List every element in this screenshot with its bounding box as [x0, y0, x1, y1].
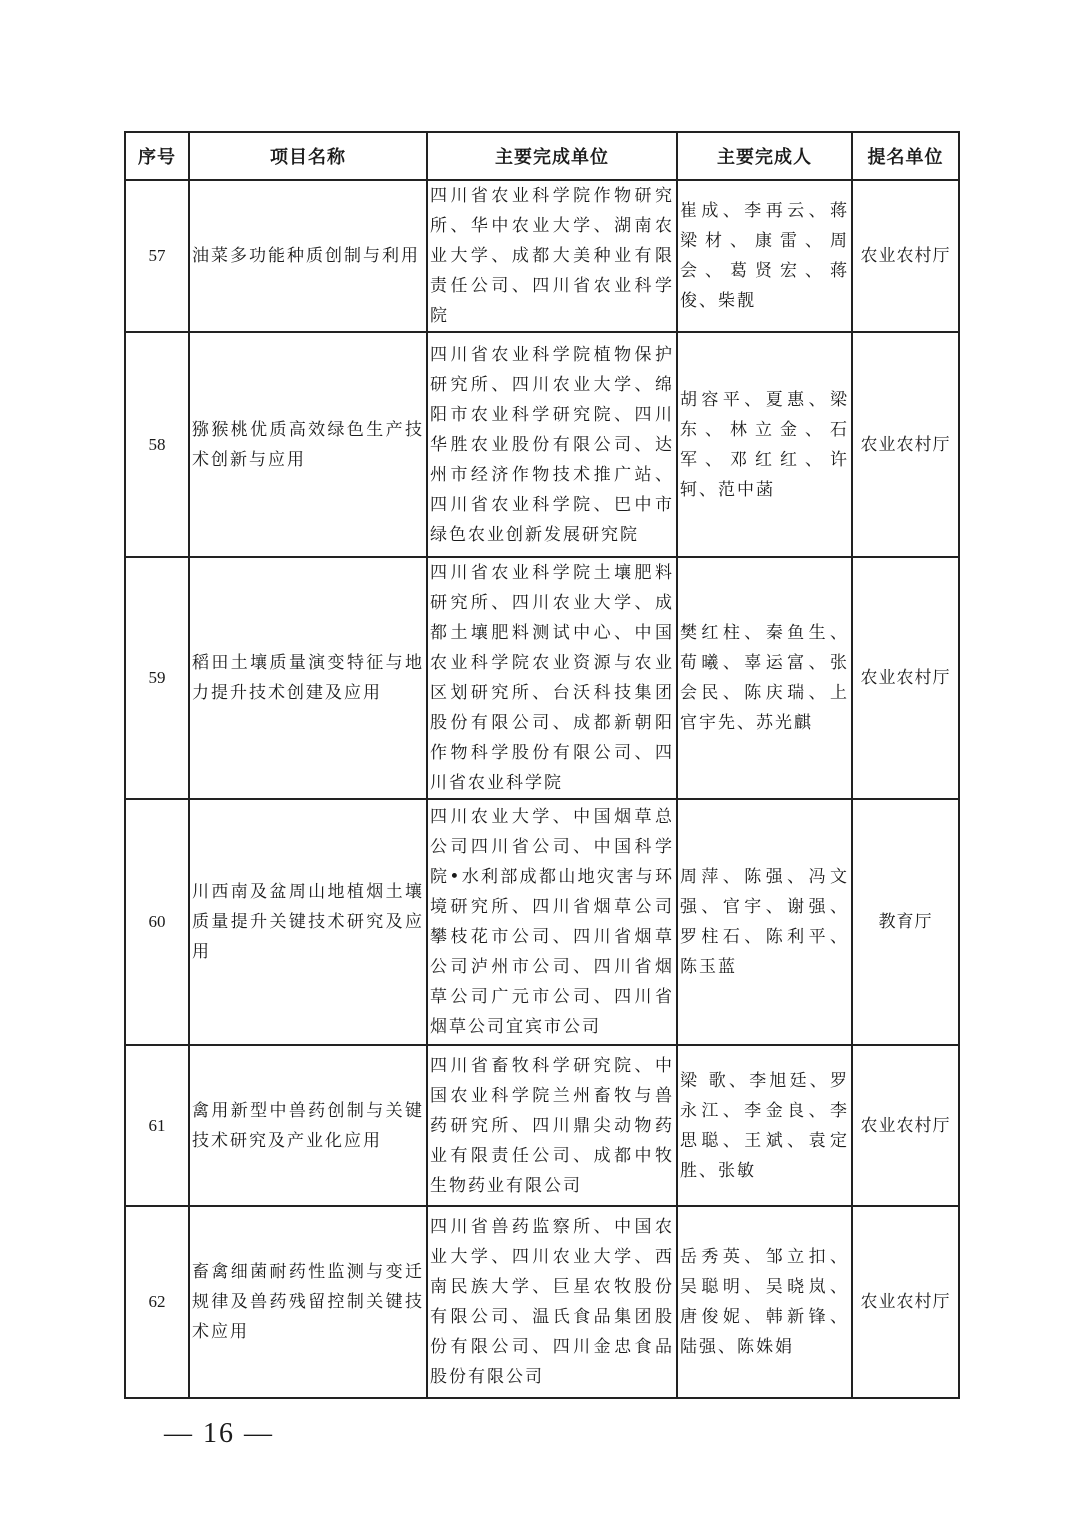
cell-project-name: 油菜多功能种质创制与利用	[189, 180, 427, 332]
cell-main-people: 岳秀英、邹立扣、吴聪明、吴晓岚、唐俊妮、韩新锋、陆强、陈姝娟	[677, 1206, 852, 1398]
table-row	[125, 799, 959, 1045]
cell-main-people: 崔成、李再云、蒋梁材、康雷、周会、葛贤宏、蒋俊、柴靓	[677, 180, 852, 332]
cell-project-name: 川西南及盆周山地植烟土壤质量提升关键技术研究及应用	[189, 799, 427, 1045]
header-serial-number: 序号	[125, 132, 189, 180]
cell-main-people: 周萍、陈强、冯文强、官宇、谢强、罗柱石、陈利平、陈玉蓝	[677, 799, 852, 1045]
header-main-people: 主要完成人	[677, 132, 852, 180]
cell-nominator: 农业农村厅	[852, 180, 959, 332]
table-row	[125, 557, 959, 799]
cell-serial-number: 57	[125, 180, 189, 332]
cell-main-units: 四川省兽药监察所、中国农业大学、四川农业大学、西南民族大学、巨星农牧股份有限公司、温氏食品集团股份有限公司、四川金忠食品股份有限公司	[427, 1206, 677, 1398]
cell-nominator: 教育厅	[852, 799, 959, 1045]
cell-main-units: 四川省农业科学院土壤肥料研究所、四川农业大学、成都土壤肥料测试中心、中国农业科学院农业资源与农业区划研究所、台沃科技集团股份有限公司、成都新朝阳作物科学股份有限公司、四川省农业科学院	[427, 557, 677, 799]
header-project-name: 项目名称	[189, 132, 427, 180]
cell-main-units: 四川省畜牧科学研究院、中国农业科学院兰州畜牧与兽药研究所、四川鼎尖动物药业有限责任公司、成都中牧生物药业有限公司	[427, 1045, 677, 1206]
table-row	[125, 1045, 959, 1206]
project-table	[124, 131, 960, 1399]
cell-serial-number: 60	[125, 799, 189, 1045]
cell-main-people: 樊红柱、秦鱼生、荀曦、辜运富、张会民、陈庆瑞、上官宇先、苏光麒	[677, 557, 852, 799]
cell-nominator: 农业农村厅	[852, 1206, 959, 1398]
cell-serial-number: 61	[125, 1045, 189, 1206]
cell-nominator: 农业农村厅	[852, 332, 959, 557]
table-row	[125, 332, 959, 557]
cell-nominator: 农业农村厅	[852, 557, 959, 799]
table-header-row	[125, 132, 959, 180]
cell-serial-number: 58	[125, 332, 189, 557]
cell-main-units: 四川农业大学、中国烟草总公司四川省公司、中国科学院•水利部成都山地灾害与环境研究所、四川省烟草公司攀枝花市公司、四川省烟草公司泸州市公司、四川省烟草公司广元市公司、四川省烟草公司宜宾市公司	[427, 799, 677, 1045]
header-main-units: 主要完成单位	[427, 132, 677, 180]
cell-main-units: 四川省农业科学院植物保护研究所、四川农业大学、绵阳市农业科学研究院、四川华胜农业股份有限公司、达州市经济作物技术推广站、四川省农业科学院、巴中市绿色农业创新发展研究院	[427, 332, 677, 557]
cell-main-units: 四川省农业科学院作物研究所、华中农业大学、湖南农业大学、成都大美种业有限责任公司、四川省农业科学院	[427, 180, 677, 332]
page-number: — 16 —	[164, 1418, 274, 1449]
cell-main-people: 梁 歌、李旭廷、罗永江、李金良、李思聪、王斌、袁定胜、张敏	[677, 1045, 852, 1206]
cell-main-people: 胡容平、夏惠、梁东、林立金、石军、邓红红、许轲、范中菡	[677, 332, 852, 557]
cell-project-name: 猕猴桃优质高效绿色生产技术创新与应用	[189, 332, 427, 557]
cell-project-name: 禽用新型中兽药创制与关键技术研究及产业化应用	[189, 1045, 427, 1206]
cell-serial-number: 62	[125, 1206, 189, 1398]
table-row	[125, 1206, 959, 1398]
cell-project-name: 畜禽细菌耐药性监测与变迁规律及兽药残留控制关键技术应用	[189, 1206, 427, 1398]
cell-project-name: 稻田土壤质量演变特征与地力提升技术创建及应用	[189, 557, 427, 799]
cell-nominator: 农业农村厅	[852, 1045, 959, 1206]
header-nominator: 提名单位	[852, 132, 959, 180]
table-row	[125, 180, 959, 332]
cell-serial-number: 59	[125, 557, 189, 799]
